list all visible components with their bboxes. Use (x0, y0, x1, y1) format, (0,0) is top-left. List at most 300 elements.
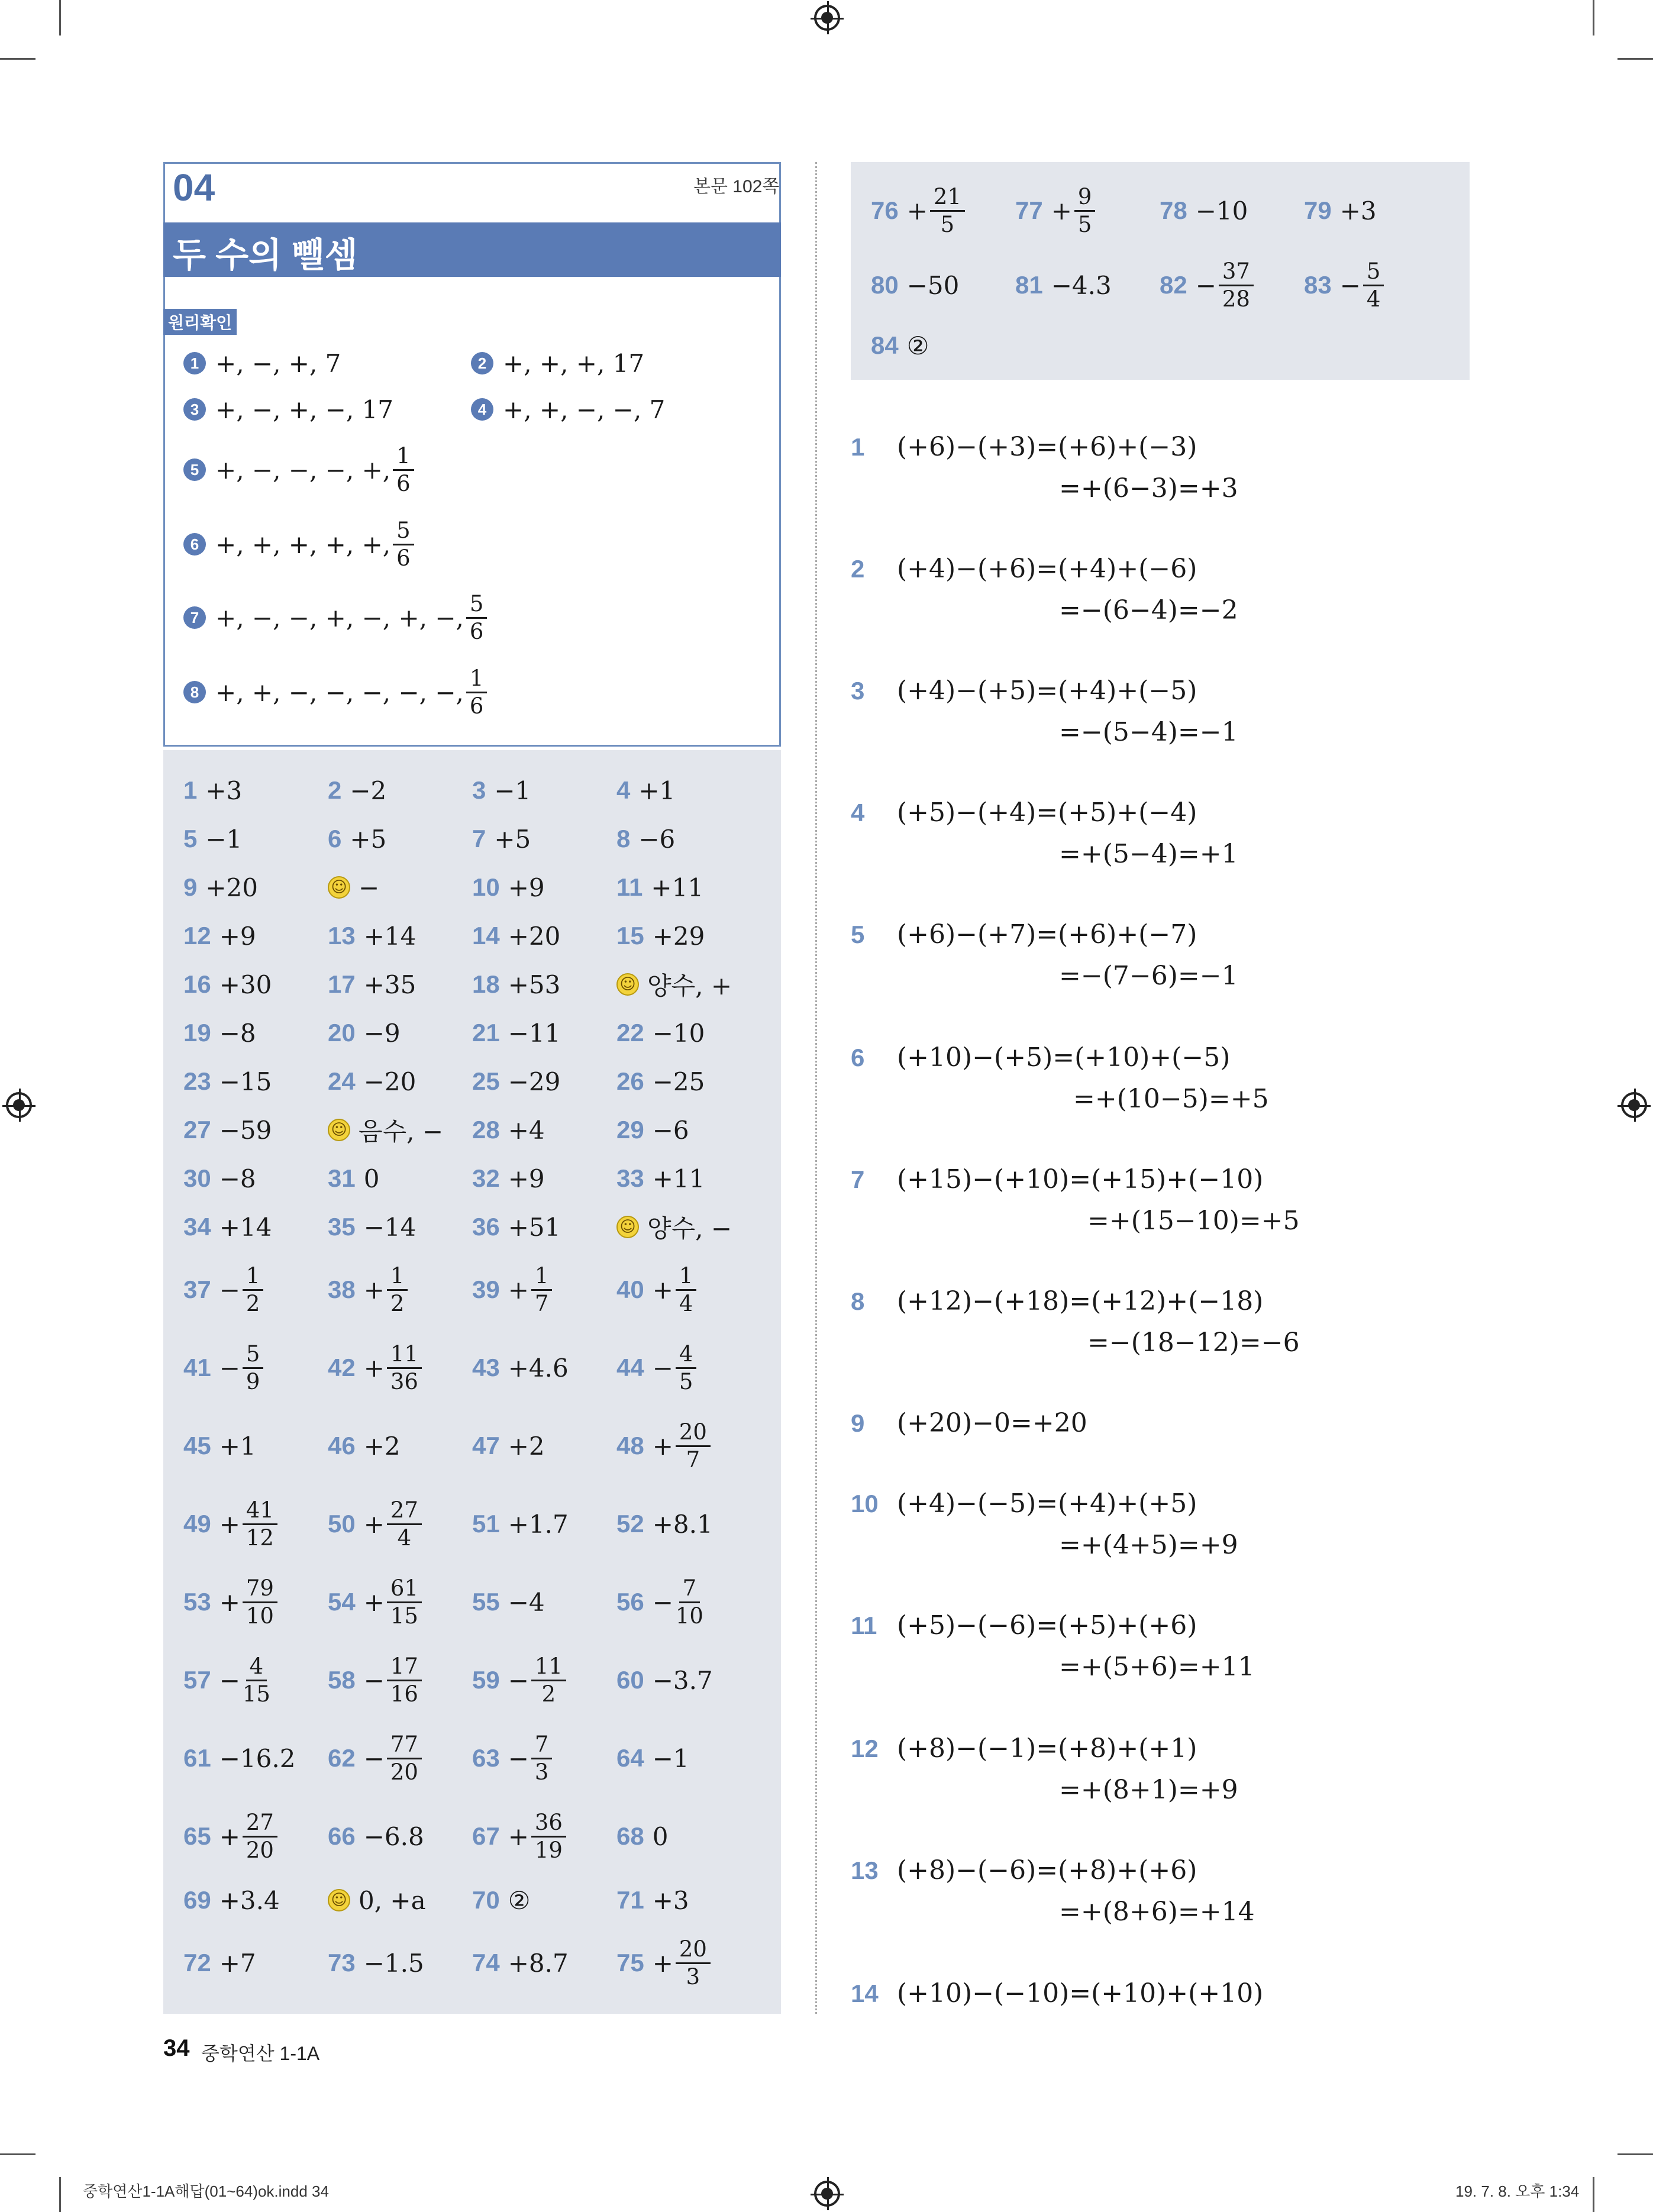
fraction-numerator: 1 (676, 1264, 697, 1291)
answer-value: − (219, 1665, 240, 1695)
fraction-numerator: 1 (531, 1264, 553, 1291)
principle-marker-icon: 5 (183, 458, 206, 481)
answer-item (328, 1197, 416, 1257)
answer-value: −1 (652, 1743, 689, 1773)
answer-value: +7 (219, 1948, 256, 1978)
principle-tag: 원리확인 (163, 309, 237, 335)
answer-item (472, 1572, 545, 1632)
fraction-numerator: 5 (1363, 260, 1384, 286)
answer-value: +11 (651, 873, 704, 902)
fraction-numerator: 1 (243, 1264, 264, 1291)
fraction-denominator: 20 (246, 1837, 274, 1863)
answer-value: +9 (508, 1164, 545, 1193)
book-title: 중학연산 1-1A (201, 2043, 320, 2064)
principle-text: +, +, −, −, −, −, −, (215, 677, 464, 707)
answer-number: 16 (183, 970, 211, 998)
section-number: 04 (173, 166, 215, 209)
answer-item (616, 1729, 689, 1788)
answer-value: − (219, 1353, 240, 1383)
answer-value: + (363, 1275, 385, 1304)
answer-value: +9 (219, 921, 256, 951)
solution-number: 4 (851, 799, 865, 826)
fraction-denominator: 6 (469, 693, 484, 719)
principle-marker-icon: 6 (183, 533, 206, 556)
answer-value: −4.3 (1051, 270, 1112, 300)
answer-item (472, 1338, 569, 1397)
answer-number: 4 (616, 776, 631, 804)
answer-number: 49 (183, 1510, 211, 1538)
fraction-denominator: 5 (1077, 211, 1092, 237)
answer-number: 73 (328, 1949, 356, 1977)
fraction-denominator: 28 (1222, 286, 1250, 312)
solution-number: 9 (851, 1409, 865, 1437)
answer-number: 28 (472, 1116, 500, 1144)
crop-mark (59, 0, 61, 35)
answer-item (183, 1416, 256, 1475)
answer-number: 57 (183, 1666, 211, 1694)
fraction (676, 1420, 711, 1472)
fraction-numerator: 41 (243, 1499, 277, 1525)
principle-item (183, 443, 417, 496)
answer-number: 56 (616, 1588, 644, 1616)
answer-item (183, 1260, 266, 1319)
fraction-denominator: 20 (390, 1759, 418, 1785)
answer-number: 26 (616, 1067, 644, 1095)
answer-number: 68 (616, 1822, 644, 1850)
answer-value: +2 (363, 1431, 401, 1461)
fraction (676, 1342, 697, 1394)
answer-number: 77 (1015, 196, 1043, 224)
answer-value: +51 (508, 1212, 561, 1242)
fraction-denominator: 5 (940, 211, 955, 237)
principle-marker-icon: 7 (183, 606, 206, 629)
fraction (387, 1655, 422, 1706)
solution-expression: (+15)−(+10)=(+15)+(−10) (897, 1164, 1264, 1194)
fraction (243, 1342, 264, 1394)
solution-line (851, 1286, 1263, 1316)
answer-item (472, 1651, 569, 1710)
fraction (676, 1577, 703, 1628)
page-number: 34 (163, 2035, 190, 2061)
solution-number: 8 (851, 1287, 865, 1315)
fraction-numerator: 7 (679, 1577, 700, 1603)
answer-value: +3.4 (219, 1885, 280, 1915)
answer-number: 44 (616, 1354, 644, 1381)
solution-line (851, 1488, 1197, 1519)
answer-number: 63 (472, 1744, 500, 1772)
answer-item (616, 1651, 713, 1710)
answer-value: − (508, 1665, 529, 1695)
answer-item (616, 1197, 732, 1257)
fraction-denominator: 19 (534, 1837, 563, 1863)
principle-marker-icon: 3 (183, 398, 206, 421)
answer-number: 61 (183, 1744, 211, 1772)
answer-number: 66 (328, 1822, 356, 1850)
fraction-numerator: 61 (387, 1577, 422, 1603)
answer-item (472, 1197, 560, 1257)
answer-number: 52 (616, 1510, 644, 1538)
solution-expression: (+5)−(−6)=(+5)+(+6) (897, 1610, 1197, 1641)
answer-item (616, 1807, 668, 1866)
print-timestamp: 19. 7. 8. 오후 1:34 (1455, 2182, 1580, 2200)
answer-value: −1 (205, 824, 243, 854)
page-reference: 본문 102쪽 (693, 177, 780, 196)
crop-mark (0, 58, 35, 60)
answer-value: −15 (219, 1067, 272, 1096)
answer-number: 10 (472, 873, 500, 901)
answer-value: + (652, 1948, 673, 1978)
answer-value: − (363, 1665, 385, 1695)
fraction (243, 1264, 264, 1316)
principle-marker-icon: 8 (183, 681, 206, 703)
solution-expression: (+4)−(−5)=(+4)+(+5) (897, 1488, 1197, 1519)
principle-item (183, 392, 393, 427)
answer-value: −20 (363, 1067, 417, 1096)
answer-value: − (508, 1743, 529, 1773)
answer-number: 24 (328, 1067, 356, 1095)
fraction-denominator: 16 (390, 1681, 418, 1707)
answer-item (1015, 256, 1112, 315)
answer-item (328, 1651, 424, 1710)
principle-text: +, −, +, 7 (215, 348, 341, 378)
answer-item (328, 1871, 426, 1930)
smiley-icon: ☺ (616, 973, 639, 996)
crop-mark (1618, 58, 1653, 60)
solution-line (851, 1610, 1197, 1641)
answer-item (328, 1260, 410, 1319)
principle-item (183, 517, 417, 571)
answer-item (472, 1729, 554, 1788)
fraction-numerator: 5 (393, 519, 414, 545)
fraction-denominator: 6 (396, 545, 411, 571)
principle-item (183, 665, 489, 719)
answer-number: 18 (472, 970, 500, 998)
fraction (1074, 185, 1096, 237)
answer-item (472, 1416, 545, 1475)
solution-line (851, 676, 1197, 706)
answer-value: +8.1 (652, 1509, 713, 1539)
answer-number: 36 (472, 1213, 500, 1241)
fraction-numerator: 79 (243, 1577, 277, 1603)
answer-value: −1.5 (363, 1948, 424, 1978)
fraction-numerator: 5 (243, 1342, 264, 1369)
solution-expression: (+5)−(+4)=(+5)+(−4) (897, 797, 1197, 828)
answer-number: 12 (183, 922, 211, 950)
answer-number: 59 (472, 1666, 500, 1694)
crop-mark (1618, 2153, 1653, 2155)
solution-continuation: =+(6−3)=+3 (1059, 473, 1238, 503)
answer-number: 48 (616, 1432, 644, 1459)
fraction-numerator: 5 (466, 592, 487, 619)
answer-item (328, 1416, 401, 1475)
fraction (243, 1577, 277, 1628)
answer-value: −6 (652, 1115, 689, 1145)
solution-number: 1 (851, 433, 865, 461)
solution-number: 6 (851, 1044, 865, 1071)
answer-item (871, 316, 929, 375)
fraction-numerator: 20 (676, 1937, 711, 1964)
answer-item (616, 1260, 699, 1319)
answer-number: 37 (183, 1275, 211, 1303)
solution-line (851, 1042, 1230, 1073)
answer-value: +20 (205, 873, 258, 902)
answer-value: − (1339, 270, 1361, 300)
fraction-numerator: 9 (1074, 185, 1096, 212)
answer-value: +4 (508, 1115, 545, 1145)
smiley-icon: ☺ (328, 876, 350, 899)
answer-item (472, 1260, 554, 1319)
registration-mark-icon (814, 5, 840, 31)
fraction-denominator: 4 (679, 1290, 693, 1316)
answer-value: − (363, 1743, 385, 1773)
principle-item (183, 590, 489, 644)
answer-value: +1 (638, 776, 676, 805)
answer-number: 76 (871, 196, 899, 224)
answer-number: 42 (328, 1354, 356, 1381)
answer-item (871, 181, 967, 240)
solution-continuation: =+(4+5)=+9 (1059, 1530, 1238, 1560)
answer-number: 1 (183, 776, 198, 804)
answer-number: 19 (183, 1019, 211, 1047)
solution-number: 2 (851, 555, 865, 583)
answer-number: 64 (616, 1744, 644, 1772)
solution-number: 3 (851, 677, 865, 705)
fraction (243, 1811, 277, 1862)
fraction-numerator: 17 (387, 1655, 422, 1681)
answer-value: + (219, 1587, 240, 1617)
answer-number: 35 (328, 1213, 356, 1241)
answer-number: 7 (472, 825, 486, 852)
answer-value: +3 (205, 776, 243, 805)
fraction-numerator: 1 (393, 444, 414, 471)
solution-number: 10 (851, 1490, 879, 1517)
answer-item (328, 1338, 424, 1397)
answer-number: 22 (616, 1019, 644, 1047)
answer-number: 2 (328, 776, 342, 804)
answer-item (472, 1933, 569, 1993)
answer-value: −6.8 (363, 1822, 424, 1851)
solution-expression: (+6)−(+7)=(+6)+(−7) (897, 919, 1197, 950)
fraction (676, 1937, 711, 1989)
fraction-numerator: 77 (387, 1733, 422, 1759)
solution-line (851, 1733, 1197, 1764)
answer-item (328, 1494, 424, 1554)
answer-value: −8 (219, 1018, 256, 1048)
solution-number: 11 (851, 1612, 877, 1639)
answer-item (328, 1729, 424, 1788)
crop-mark (1593, 2177, 1594, 2212)
answer-number: 25 (472, 1067, 500, 1095)
fraction-numerator: 4 (676, 1342, 697, 1369)
answer-number: 55 (472, 1588, 500, 1616)
answer-number: 79 (1304, 196, 1332, 224)
answer-number: 5 (183, 825, 198, 852)
answer-number: 40 (616, 1275, 644, 1303)
fraction-denominator: 7 (534, 1290, 549, 1316)
fraction-denominator: 4 (1366, 286, 1381, 312)
answer-value: − (652, 1587, 673, 1617)
solution-expression: (+10)−(+5)=(+10)+(−5) (897, 1042, 1231, 1073)
principle-item (183, 345, 341, 381)
answer-value: − (1195, 270, 1216, 300)
fraction-numerator: 20 (676, 1420, 711, 1447)
solution-expression: (+6)−(+3)=(+6)+(−3) (897, 432, 1197, 462)
answer-value: +35 (363, 970, 417, 999)
solution-line (851, 1164, 1263, 1194)
answer-number: 53 (183, 1588, 211, 1616)
fraction-denominator: 10 (246, 1603, 274, 1629)
fraction-denominator: 15 (390, 1603, 418, 1629)
answer-number: 15 (616, 922, 644, 950)
answer-number: 60 (616, 1666, 644, 1694)
answer-number: 54 (328, 1588, 356, 1616)
answer-number: 50 (328, 1510, 356, 1538)
solution-expression: (+8)−(−1)=(+8)+(+1) (897, 1733, 1197, 1764)
fraction-numerator: 27 (387, 1499, 422, 1525)
fraction-denominator: 6 (396, 470, 411, 496)
answer-item (472, 1871, 530, 1930)
answer-number: 20 (328, 1019, 356, 1047)
answer-value: − (652, 1353, 673, 1383)
answer-value: − (359, 873, 380, 902)
solution-line (851, 1408, 1087, 1438)
fraction (1219, 260, 1254, 311)
answer-value: +11 (652, 1164, 705, 1193)
fraction-denominator: 2 (541, 1681, 556, 1707)
answer-item (183, 1807, 280, 1866)
answer-value: −3.7 (652, 1665, 713, 1695)
solution-continuation: =+(5+6)=+11 (1059, 1652, 1255, 1682)
answer-value: + (363, 1353, 385, 1383)
fraction (243, 1499, 277, 1550)
principle-text: +, +, +, 17 (503, 348, 645, 378)
answer-value: + (652, 1275, 673, 1304)
answer-number: 47 (472, 1432, 500, 1459)
principle-text: +, +, −, −, 7 (503, 395, 666, 424)
answer-value: +14 (219, 1212, 272, 1242)
fraction-denominator: 6 (469, 618, 484, 644)
answer-number: 29 (616, 1116, 644, 1144)
principle-text: +, −, −, −, +, (215, 455, 391, 485)
principle-marker-icon: 4 (471, 398, 493, 421)
answer-number: 65 (183, 1822, 211, 1850)
answer-item (616, 1416, 713, 1475)
solution-continuation: =−(7−6)=−1 (1059, 961, 1238, 991)
answer-value: −10 (1195, 196, 1248, 225)
answer-item (472, 1807, 569, 1866)
answer-number: 69 (183, 1886, 211, 1914)
solution-line (851, 554, 1197, 584)
section-title: 두 수의 뺄셈 (173, 236, 358, 275)
answer-value: + (508, 1822, 529, 1851)
fraction-denominator: 2 (390, 1290, 405, 1316)
fraction-denominator: 3 (534, 1759, 549, 1785)
answer-number: 62 (328, 1744, 356, 1772)
answer-number: 9 (183, 873, 198, 901)
principle-marker-icon: 2 (471, 352, 493, 374)
answer-number: 32 (472, 1164, 500, 1192)
fraction (387, 1264, 408, 1316)
fraction (930, 185, 965, 237)
solution-number: 5 (851, 921, 865, 948)
answer-value: + (508, 1275, 529, 1304)
fraction-numerator: 11 (387, 1342, 422, 1369)
fraction (531, 1655, 566, 1706)
answer-number: 74 (472, 1949, 500, 1977)
solution-continuation: =−(5−4)=−1 (1059, 717, 1238, 747)
answer-item (616, 1338, 699, 1397)
answer-item (183, 1729, 295, 1788)
answer-value: ② (906, 331, 929, 360)
crop-mark (59, 2177, 61, 2212)
fraction-numerator: 37 (1219, 260, 1254, 286)
answer-item (183, 1494, 280, 1554)
solution-line (851, 1978, 1263, 2008)
fraction-numerator: 27 (243, 1811, 277, 1838)
fraction-denominator: 4 (397, 1525, 412, 1551)
answer-value: −10 (652, 1018, 705, 1048)
fraction-denominator: 12 (246, 1525, 274, 1551)
answer-number: 46 (328, 1432, 356, 1459)
answer-item (616, 1871, 689, 1930)
fraction-denominator: 10 (675, 1603, 703, 1629)
solution-line (851, 797, 1197, 828)
answer-number: 33 (616, 1164, 644, 1192)
answer-value: −9 (363, 1018, 401, 1048)
answer-item (328, 1807, 424, 1866)
solution-continuation: =+(15−10)=+5 (1087, 1206, 1300, 1236)
column-divider (815, 162, 817, 2014)
answer-item (328, 1572, 424, 1632)
fraction (1363, 260, 1384, 311)
answer-value: −8 (219, 1164, 256, 1193)
fraction-numerator: 1 (466, 667, 487, 693)
answer-value: −6 (638, 824, 676, 854)
answer-value: +5 (350, 824, 387, 854)
answer-value: +53 (508, 970, 561, 999)
answer-value: +2 (508, 1431, 545, 1461)
fraction (393, 519, 414, 570)
answer-value: − (219, 1275, 240, 1304)
answer-number: 72 (183, 1949, 211, 1977)
solution-continuation: =+(10−5)=+5 (1073, 1084, 1269, 1114)
solution-line (851, 432, 1197, 462)
smiley-icon: ☺ (616, 1216, 639, 1238)
fraction (243, 1655, 270, 1706)
answer-item (183, 1197, 272, 1257)
answer-number: 51 (472, 1510, 500, 1538)
answer-number: 82 (1160, 271, 1187, 299)
answer-number: 43 (472, 1354, 500, 1381)
answer-item (183, 1871, 280, 1930)
answer-number: 23 (183, 1067, 211, 1095)
fraction-numerator: 4 (246, 1655, 267, 1681)
solution-line (851, 1855, 1197, 1885)
answer-number: 30 (183, 1164, 211, 1192)
answer-item (616, 1572, 706, 1632)
fraction-numerator: 7 (531, 1733, 553, 1759)
solution-expression: (+12)−(+18)=(+12)+(−18) (897, 1286, 1264, 1316)
answer-value: +8.7 (508, 1948, 569, 1978)
answer-number: 80 (871, 271, 899, 299)
fraction (531, 1733, 553, 1784)
answer-value: +29 (652, 921, 705, 951)
fraction-denominator: 7 (686, 1446, 700, 1472)
fraction (387, 1733, 422, 1784)
answer-value: −16.2 (219, 1743, 296, 1773)
solution-number: 7 (851, 1165, 865, 1193)
answer-value: −29 (508, 1067, 561, 1096)
